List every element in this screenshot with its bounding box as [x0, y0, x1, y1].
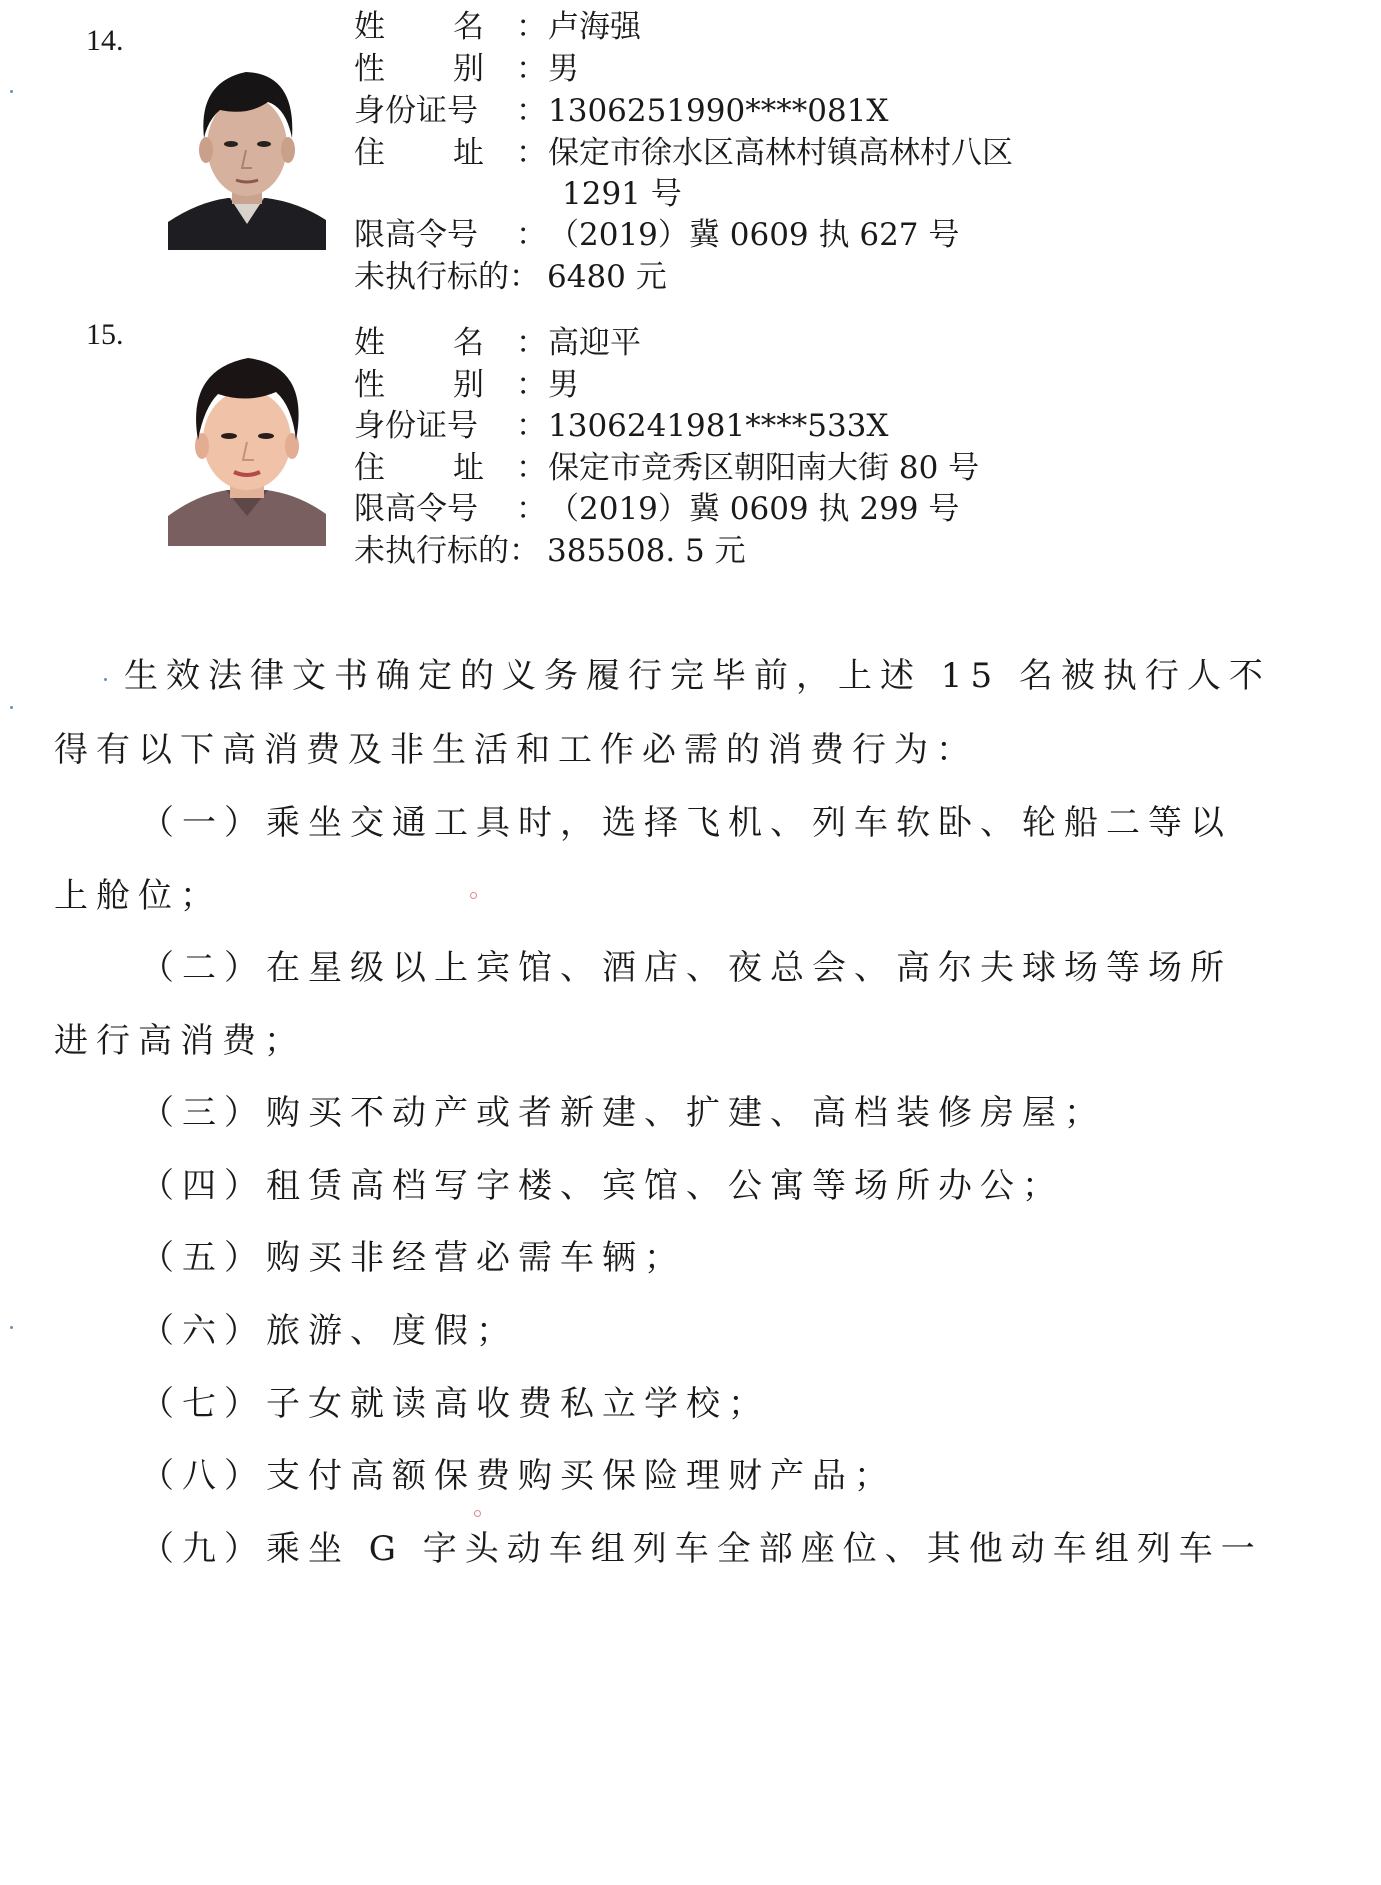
colon: ：	[516, 367, 547, 403]
restriction-item-6: （六）旅游、度假；	[140, 1311, 518, 1351]
restriction-item-3: （三）购买不动产或者新建、扩建、高档装修房屋；	[140, 1093, 1106, 1133]
amount-label: 未执行标的：	[354, 259, 540, 295]
address-label-a: 住	[354, 135, 385, 171]
scan-red-dot	[474, 1510, 481, 1517]
restriction-item-4: （四）租赁高档写字楼、宾馆、公寓等场所办公；	[140, 1166, 1064, 1206]
colon: ：	[516, 51, 547, 87]
amount-value: 385508. 5 元	[547, 533, 746, 569]
scan-dot	[10, 1326, 13, 1329]
gender-label-b: 别	[453, 367, 484, 403]
intro-paragraph-line2: 得有以下高消费及非生活和工作必需的消费行为：	[54, 730, 978, 770]
colon: ：	[516, 9, 547, 45]
gender-label-a: 性	[354, 367, 385, 403]
restriction-item-1: （一）乘坐交通工具时，选择飞机、列车软卧、轮船二等以	[140, 803, 1232, 843]
amount-label: 未执行标的：	[354, 533, 540, 569]
restriction-item-5: （五）购买非经营必需车辆；	[140, 1238, 686, 1278]
name-label-a: 姓	[354, 325, 385, 361]
person-photo-icon	[168, 348, 326, 546]
id-value: 1306251990****081X	[548, 93, 889, 129]
amount-value: 6480 元	[547, 259, 667, 295]
colon: ：	[516, 450, 547, 486]
address-label-a: 住	[354, 450, 385, 486]
gender-value: 男	[548, 367, 579, 403]
scan-red-dot	[470, 892, 477, 899]
address-value-line2: 1291 号	[562, 176, 682, 212]
colon: ：	[516, 325, 547, 361]
name-value: 高迎平	[548, 325, 641, 361]
gender-label-b: 别	[453, 51, 484, 87]
intro-paragraph-line1: 生效法律文书确定的义务履行完毕前，上述 15 名被执行人不	[124, 656, 1271, 696]
restriction-item-2: （二）在星级以上宾馆、酒店、夜总会、高尔夫球场等场所	[140, 948, 1232, 988]
id-label: 身份证号	[354, 408, 478, 444]
entry-number: 14.	[86, 24, 124, 57]
id-label: 身份证号	[354, 93, 478, 129]
scan-dot	[104, 678, 107, 681]
address-value: 保定市徐水区高林村镇高林村八区	[548, 135, 1013, 171]
restriction-item-1-continued: 上舱位；	[54, 876, 222, 916]
order-value: （2019）冀 0609 执 299 号	[548, 491, 960, 527]
person-photo-icon	[168, 52, 326, 250]
scan-dot	[10, 90, 13, 93]
colon: ：	[516, 408, 547, 444]
colon: ：	[516, 491, 547, 527]
id-value: 1306241981****533X	[548, 408, 889, 444]
address-value: 保定市竞秀区朝阳南大街 80 号	[548, 450, 980, 486]
gender-value: 男	[548, 51, 579, 87]
colon: ：	[516, 135, 547, 171]
name-value: 卢海强	[548, 9, 641, 45]
order-label: 限高令号	[354, 217, 478, 253]
colon: ：	[516, 93, 547, 129]
restriction-item-2-continued: 进行高消费；	[54, 1021, 306, 1061]
restriction-item-9: （九）乘坐 G 字头动车组列车全部座位、其他动车组列车一	[140, 1529, 1263, 1569]
order-label: 限高令号	[354, 491, 478, 527]
colon: ：	[516, 217, 547, 253]
name-label-a: 姓	[354, 9, 385, 45]
address-label-b: 址	[453, 450, 484, 486]
scan-dot	[10, 706, 13, 709]
restriction-item-8: （八）支付高额保费购买保险理财产品；	[140, 1456, 896, 1496]
order-value: （2019）冀 0609 执 627 号	[548, 217, 960, 253]
restriction-item-7: （七）子女就读高收费私立学校；	[140, 1384, 770, 1424]
name-label-b: 名	[453, 9, 484, 45]
gender-label-a: 性	[354, 51, 385, 87]
name-label-b: 名	[453, 325, 484, 361]
address-label-b: 址	[453, 135, 484, 171]
entry-number: 15.	[86, 318, 124, 351]
